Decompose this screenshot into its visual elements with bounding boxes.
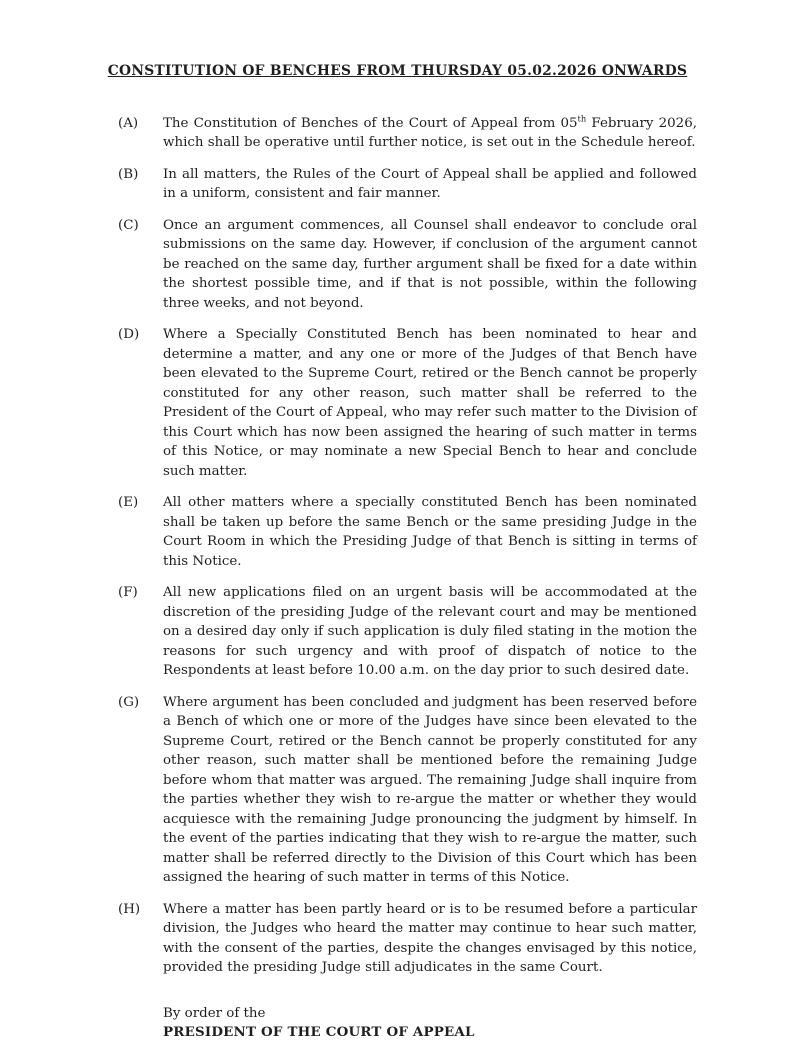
- paragraph-d: [118, 325, 697, 481]
- paragraph-h-label: (H): [118, 901, 141, 917]
- paragraph-g-text: Where argument has been concluded and judgment has been reserved before a Bench of which one or more of the Judges have since been elevated to the Supreme Court, retired or the Bench cannot be properly constituted for any other reason, such matter shall be mentioned before the remaining Judge before whom that matter was argued. The remaining Judge shall inquire from the parties whether they wish to re-argue the matter or whether they would acquiesce with the remaining Judge pronouncing the judgment by himself. In the event of the parties indicating that they wish to re-argue the matter, such matter shall be referred directly to the Division of this Court which has been assigned the hearing of such matter in terms of this Notice.: [163, 694, 697, 885]
- paragraph-a-label: (A): [118, 115, 139, 131]
- paragraph-d-text: Where a Specially Constituted Bench has been nominated to hear and determine a matter, and any one or more of the Judges of that Bench have been elevated to the Supreme Court, retired or the Bench cannot be properly constituted for any other reason, such matter shall be referred to the President of the Court of Appeal, who may refer such matter to the Division of this Court which has now been assigned the hearing of such matter in terms of this Notice, or may nominate a new Special Bench to hear and conclude such matter.: [163, 327, 697, 479]
- paragraph-b-text: In all matters, the Rules of the Court of Appeal shall be applied and followed in a uniform, consistent and fair manner.: [163, 166, 697, 201]
- paragraph-e-text: All other matters where a specially constituted Bench has been nominated shall be taken up before the same Bench or the same presiding Judge in the Court Room in which the Presiding Judge of that Bench is sitting in terms of this Notice.: [163, 495, 697, 569]
- paragraph-c-label: (C): [118, 217, 139, 233]
- paragraph-f: [118, 583, 697, 681]
- paragraph-e: [118, 493, 697, 571]
- paragraph-b-label: (B): [118, 166, 139, 182]
- paragraph-h: [118, 900, 697, 978]
- paragraph-d-label: (D): [118, 327, 140, 342]
- paragraph-g-label: (G): [118, 694, 140, 710]
- paragraph-a-ordinal-suffix: th: [577, 113, 587, 124]
- paragraph-c-text: Once an argument commences, all Counsel shall endeavor to conclude oral submissions on the same day. However, if conclusion of the argument cannot be reached on the same day, further argument shall be fixed for a date within the shortest possible time, and if that is not possible, within the following three weeks, and not beyond.: [163, 217, 697, 311]
- paragraph-a: [118, 114, 697, 153]
- paragraph-c: [118, 216, 697, 314]
- paragraph-h-text: Where a matter has been partly heard or is to be resumed before a particular division, the Judges who heard the matter may continue to hear such matter, with the consent of the parties, despite the changes envisaged by this notice, provided the presiding Judge still adjudicates in the same Court.: [163, 901, 697, 975]
- by-order-line: By order of the: [163, 1005, 266, 1021]
- document-title: CONSTITUTION OF BENCHES FROM THURSDAY 05.02.2026 ONWARDS: [107, 63, 688, 79]
- authority-line: PRESIDENT OF THE COURT OF APPEAL: [163, 1024, 475, 1040]
- paragraph-b: [118, 165, 697, 204]
- paragraph-a-text: [163, 114, 697, 153]
- paragraph-g: [118, 693, 697, 888]
- paragraph-e-label: (E): [118, 495, 139, 510]
- paragraph-a-text-post: February 2026, which shall be operative until further notice, is set out in the Schedule hereof.: [163, 115, 697, 150]
- paragraph-f-label: (F): [118, 585, 138, 600]
- closing-block: [163, 1004, 697, 1043]
- paragraph-f-text: All new applications filed on an urgent basis will be accommodated at the discretion of the presiding Judge of the relevant court and may be mentioned on a desired day only if such application is duly filed stating in the motion the reasons for such urgency and with proof of dispatch of notice to the Respondents at least before 10.00 a.m. on the day prior to such desired date.: [163, 585, 697, 678]
- paragraph-a-text-pre: The Constitution of Benches of the Court of Appeal from 05: [163, 115, 578, 131]
